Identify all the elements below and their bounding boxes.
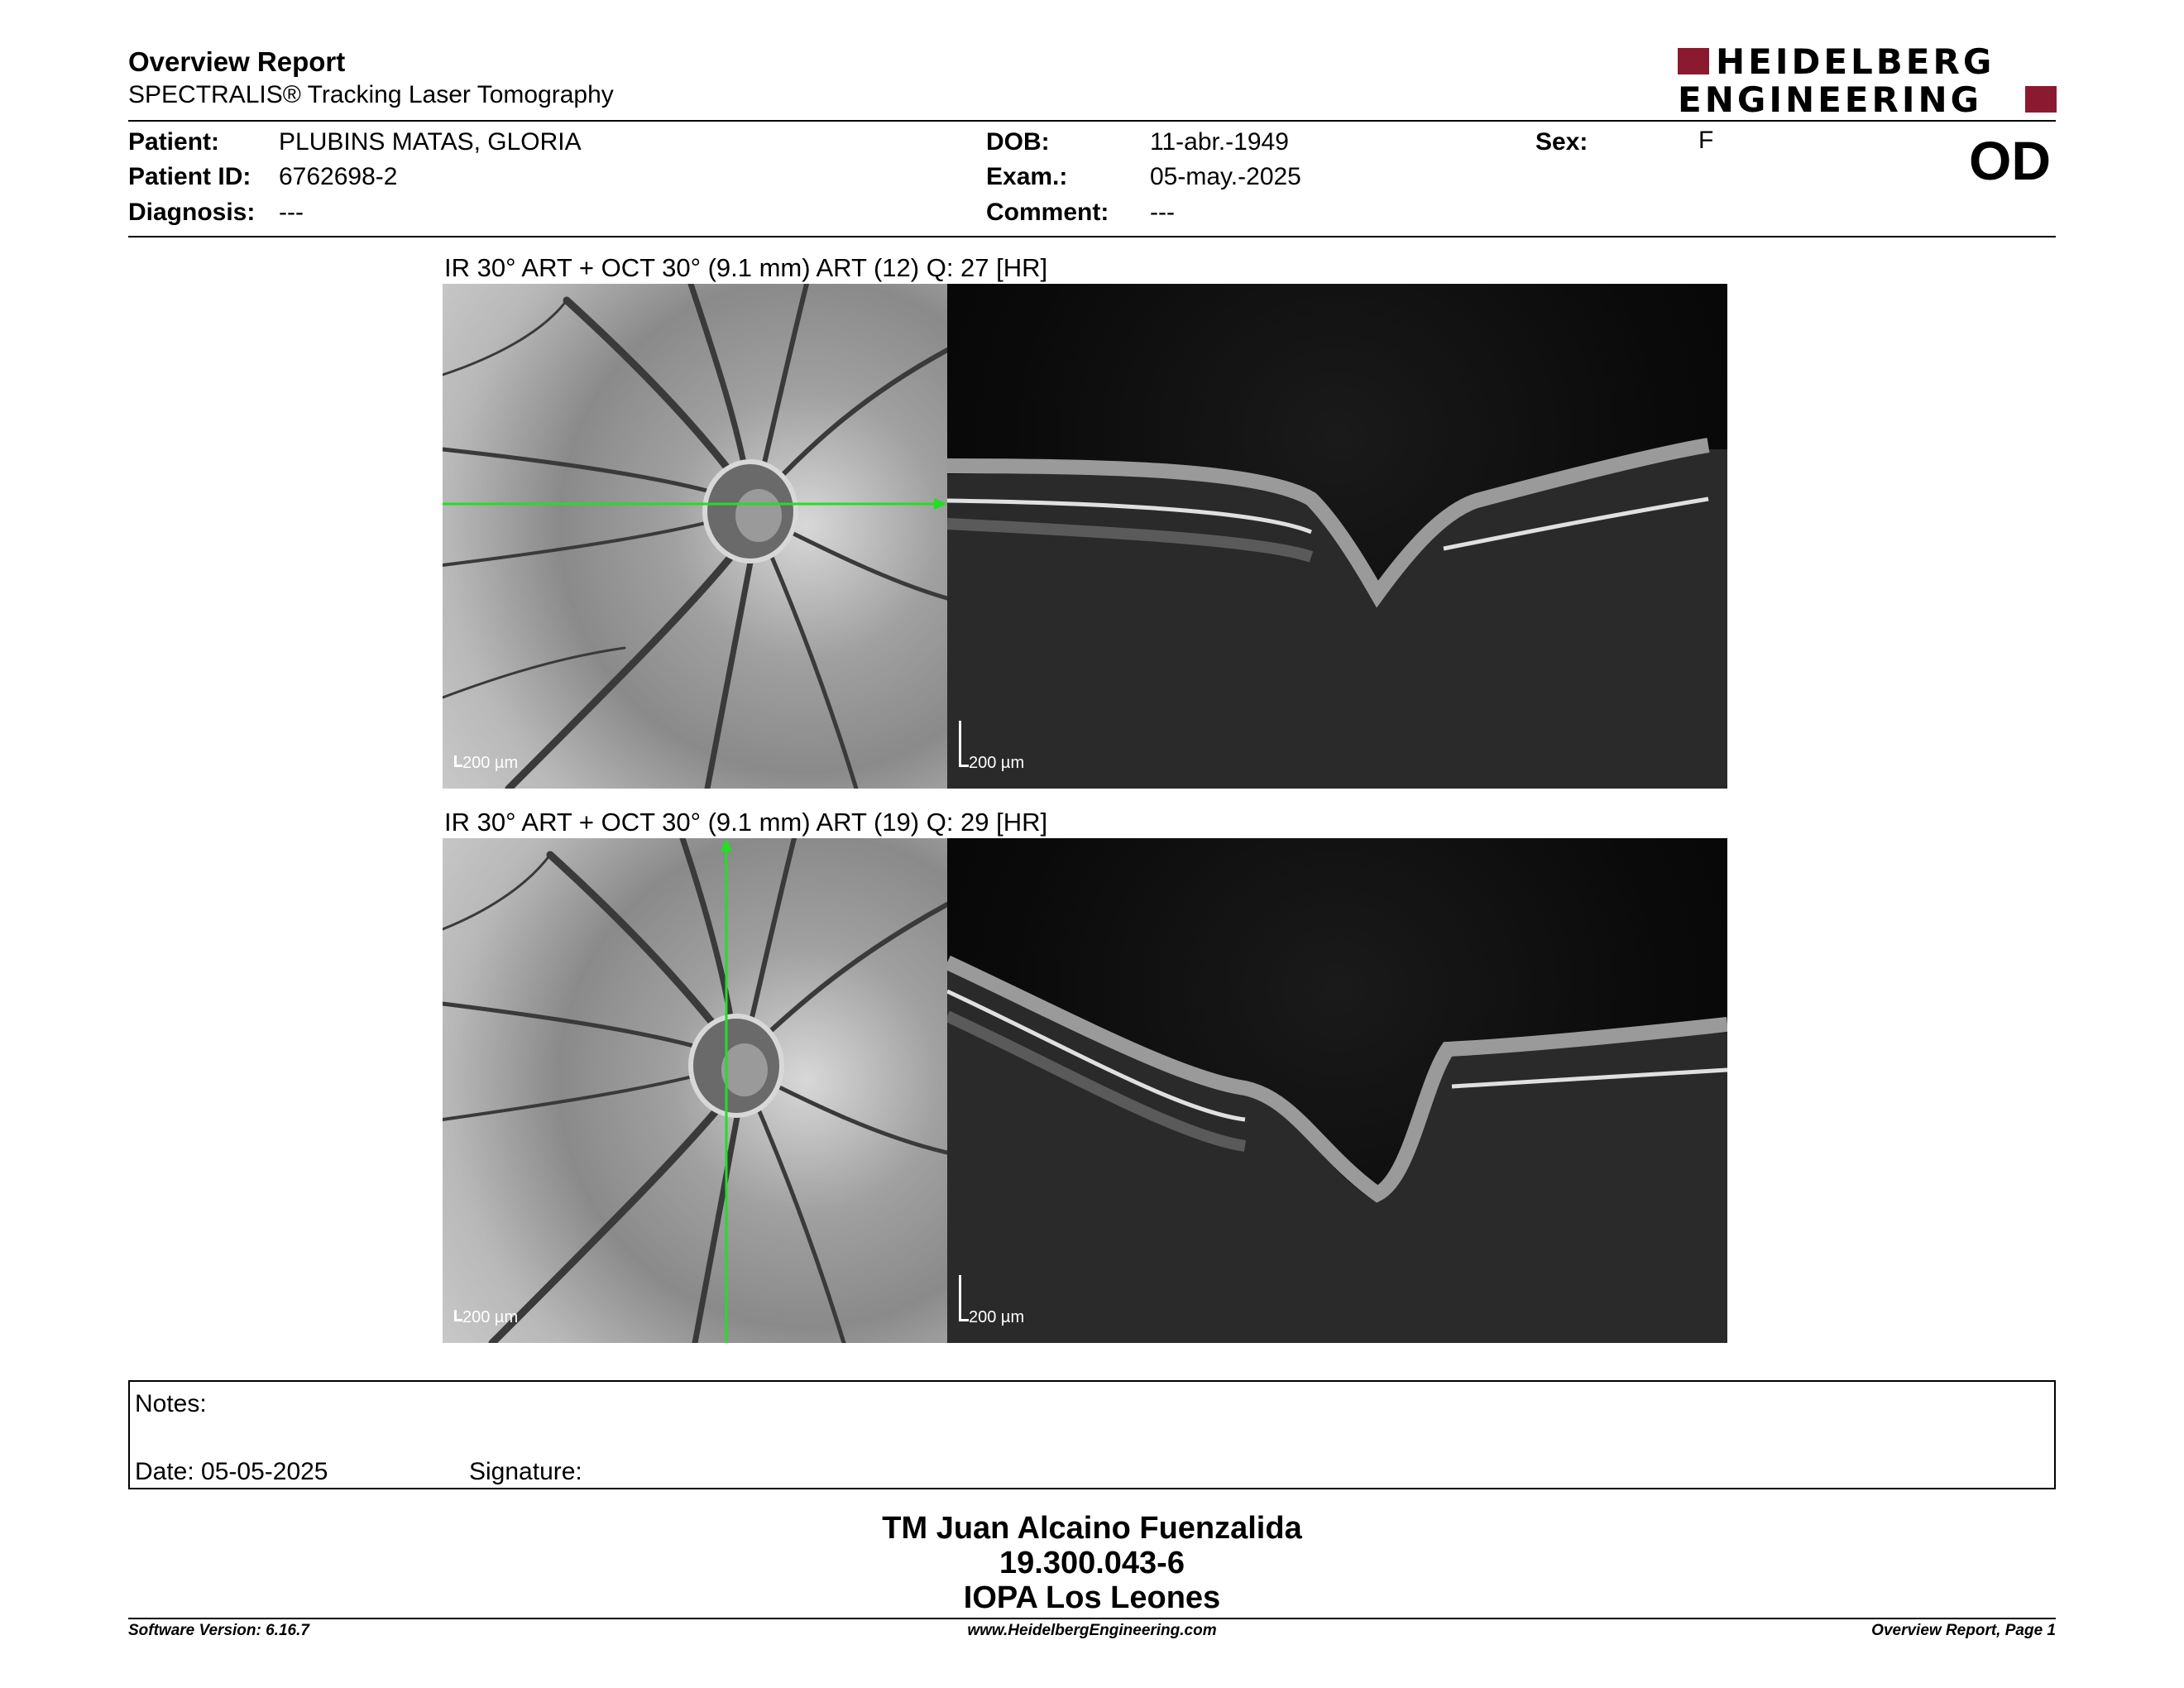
scan-2-oct-scale-bar [959, 1275, 969, 1321]
dob-label: DOB: [986, 128, 1050, 156]
header-rule [128, 120, 2056, 122]
eye-indicator: OD [1969, 130, 2051, 191]
logo-line-2: ENGINEERING [1678, 79, 1983, 120]
scan-1-caption: IR 30° ART + OCT 30° (9.1 mm) ART (12) Q: 27 [HR] [444, 253, 1048, 282]
report-title: Overview Report [128, 46, 346, 77]
sex-label: Sex: [1535, 128, 1588, 156]
scan-1-oct-scale: 200 µm [969, 754, 1025, 772]
signer-id: 19.300.043-6 [999, 1546, 1185, 1580]
scan-2-fundus-scale-bar [454, 1310, 462, 1321]
notes-label: Notes: [135, 1390, 207, 1417]
scan-1-oct-scale-bar [959, 721, 969, 767]
scan-2-oct-layers [947, 838, 1727, 1343]
heidelberg-logo [1678, 41, 2057, 120]
exam-value: 05-may.-2025 [1150, 163, 1301, 190]
diagnosis-value: --- [279, 199, 304, 226]
scan-2-fundus-scale: 200 µm [462, 1308, 519, 1326]
diagnosis-label: Diagnosis: [128, 199, 256, 226]
sex-value: F [1698, 127, 1714, 154]
logo-line-1: HEIDELBERG [1716, 41, 1995, 82]
scan-1-fundus-image[interactable] [443, 284, 947, 789]
scan-2-caption: IR 30° ART + OCT 30° (9.1 mm) ART (19) Q: 29 [HR] [444, 808, 1048, 837]
signer-institution: IOPA Los Leones [963, 1580, 1221, 1615]
scan-2-oct-scale: 200 µm [969, 1308, 1025, 1326]
scan-2-oct-bscan[interactable] [947, 838, 1727, 1343]
exam-label: Exam.: [986, 163, 1068, 190]
scan-1-fundus-vessels [443, 284, 947, 789]
scan-1-oct-layers [947, 284, 1727, 789]
dob-value: 11-abr.-1949 [1150, 128, 1289, 156]
logo-square-bottom [2025, 86, 2057, 113]
comment-value: --- [1150, 199, 1175, 226]
patient-label: Patient: [128, 128, 220, 156]
scan-1-oct-bscan[interactable] [947, 284, 1727, 789]
scan-2-fundus-vessels [443, 838, 947, 1343]
report-subtitle: SPECTRALIS® Tracking Laser Tomography [128, 81, 614, 108]
comment-label: Comment: [986, 199, 1109, 226]
software-version: Software Version: 6.16.7 [128, 1622, 309, 1639]
logo-square-top [1678, 48, 1709, 74]
signer-name: TM Juan Alcaino Fuenzalida [882, 1511, 1302, 1546]
patient-rule [128, 236, 2056, 237]
patient-name: PLUBINS MATAS, GLORIA [279, 128, 582, 156]
notes-box[interactable] [128, 1380, 2056, 1489]
signature-label: Signature: [469, 1458, 582, 1485]
page-number: Overview Report, Page 1 [1871, 1622, 2056, 1639]
website-link[interactable]: www.HeidelbergEngineering.com [967, 1622, 1217, 1639]
scan-1-fundus-scale: 200 µm [462, 754, 519, 772]
scan-2-fundus-image[interactable] [443, 838, 947, 1343]
footer-rule [128, 1618, 2056, 1619]
scan-1-fundus-scale-bar [454, 755, 462, 767]
date-label: Date: 05-05-2025 [135, 1458, 328, 1485]
patient-id-value: 6762698-2 [279, 163, 398, 190]
patient-id-label: Patient ID: [128, 163, 251, 190]
